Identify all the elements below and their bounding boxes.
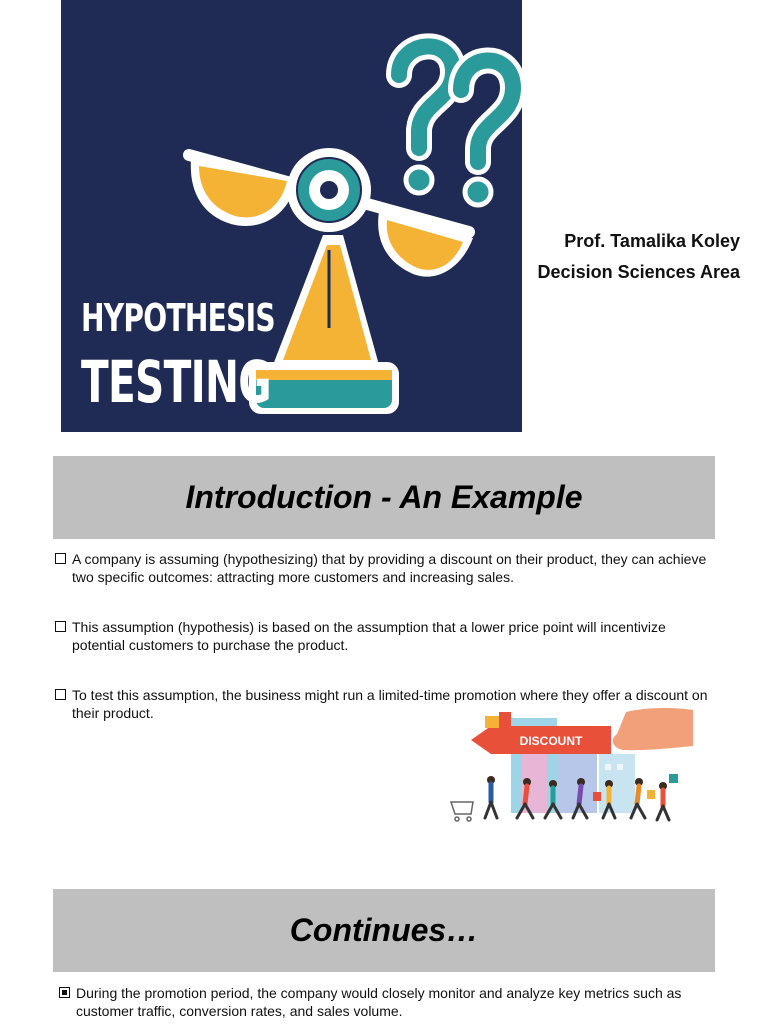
checkbox-bullet-icon [55,553,66,564]
bullet-text: A company is assuming (hypothesizing) that by providing a discount on their product, they can achieve two specific outcomes: attracting more customers and increasing sales. [72,551,707,585]
hero-title-line2: TESTING [81,348,271,416]
checkbox-bullet-icon [55,621,66,632]
list-item [55,618,715,654]
checkbox-bullet-icon [55,689,66,700]
list-item [59,984,719,1020]
section-heading-text: Continues… [289,912,479,948]
checkbox-bullet-icon [59,987,70,998]
bullet-text: This assumption (hypothesis) is based on the assumption that a lower price point will incentivize potential customers to purchase the product. [72,619,666,653]
section-heading-continues [53,889,715,972]
discount-tag-label: DISCOUNT [519,734,583,748]
hypothesis-testing-image [61,0,522,432]
author-department: Decision Sciences Area [537,262,740,282]
list-item [55,550,715,586]
discount-illustration [441,706,693,830]
section-heading-introduction [53,456,715,539]
hero-title-line1: HYPOTHESIS [81,296,275,340]
author-name: Prof. Tamalika Koley [564,231,740,251]
section-heading-text: Introduction - An Example [185,479,583,515]
question-marks-icon [399,46,513,205]
bullet-text: During the promotion period, the company would closely monitor and analyze key metrics such as customer traffic, conversion rates, and sales volume. [76,985,682,1019]
bullet-text: To test this assumption, the business might run a limited-time promotion where they offer a discount on their product. [72,687,708,721]
